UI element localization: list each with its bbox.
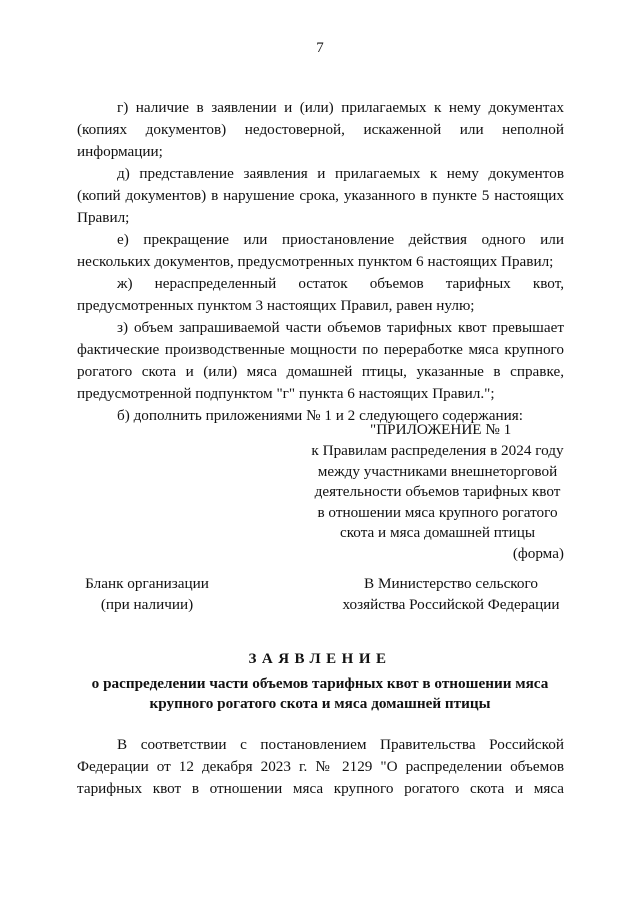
page-number: 7 xyxy=(316,40,324,56)
subheading-line-1: о распределении части объемов тарифных квот в отношении мяса xyxy=(91,675,549,692)
appendix-line: скота и мяса домашней птицы xyxy=(339,524,536,541)
addressee-line-1: В Министерство сельского xyxy=(364,575,538,592)
appendix-line: деятельности объемов тарифных квот xyxy=(314,483,561,500)
organization-letterhead xyxy=(77,574,217,615)
subheading-line-2: крупного рогатого скота и мяса домашней птицы xyxy=(149,694,491,712)
addressee xyxy=(338,574,564,615)
form-label: (форма) xyxy=(512,545,564,562)
appendix-caption xyxy=(310,441,565,544)
appendix-title: "ПРИЛОЖЕНИЕ № 1 xyxy=(370,421,512,438)
document-subheading xyxy=(80,674,560,713)
paragraph-zh: ж) нераспределенный остаток объемов тарифных квот, предусмотренных пунктом 3 настоящих Правил, равен нулю; xyxy=(77,275,564,314)
paragraph-d: д) представление заявления и прилагаемых к нему документов (копий документов) в нарушение срока, указанного в пункте 5 настоящих Правил; xyxy=(77,165,564,226)
paragraph-g: г) наличие в заявлении и (или) прилагаемых к нему документах (копиях документов) недостоверной, искаженной или неполной информации; xyxy=(77,99,564,160)
paragraph-e: е) прекращение или приостановление действия одного или нескольких документов, предусмотренных пунктом 6 настоящих Правил; xyxy=(77,231,564,270)
paragraph-b: б) дополнить приложениями № 1 и 2 следующего содержания: xyxy=(117,407,523,424)
document-heading: ЗАЯВЛЕНИЕ xyxy=(248,651,392,667)
statement-line: тарифных квот в отношении мяса крупного рогатого скота и мяса xyxy=(77,780,564,797)
blank-line-2: (при наличии) xyxy=(100,595,194,613)
appendix-line: в отношении мяса крупного рогатого xyxy=(317,503,558,521)
statement-line: Федерации от 12 декабря 2023 г. № 2129 "О распределении объемов xyxy=(77,758,564,775)
addressee-line-2: хозяйства Российской Федерации xyxy=(342,595,560,613)
statement-line: В соответствии с постановлением Правительства Российской xyxy=(117,736,564,753)
paragraph-z: з) объем запрашиваемой части объемов тарифных квот превышает фактические производственные мощности по переработке мяса крупного рогатого скота и (или) мяса домашней птицы, указанные в справке, предусмотренной подпунктом "г" пункта 6 настоящих Правил."; xyxy=(77,319,564,402)
grounds-list xyxy=(77,97,564,427)
blank-line-1: Бланк организации xyxy=(85,575,209,592)
statement-body xyxy=(77,734,564,800)
appendix-line: к Правилам распределения в 2024 году xyxy=(311,442,564,459)
appendix-line: между участниками внешнеторговой xyxy=(317,462,558,480)
